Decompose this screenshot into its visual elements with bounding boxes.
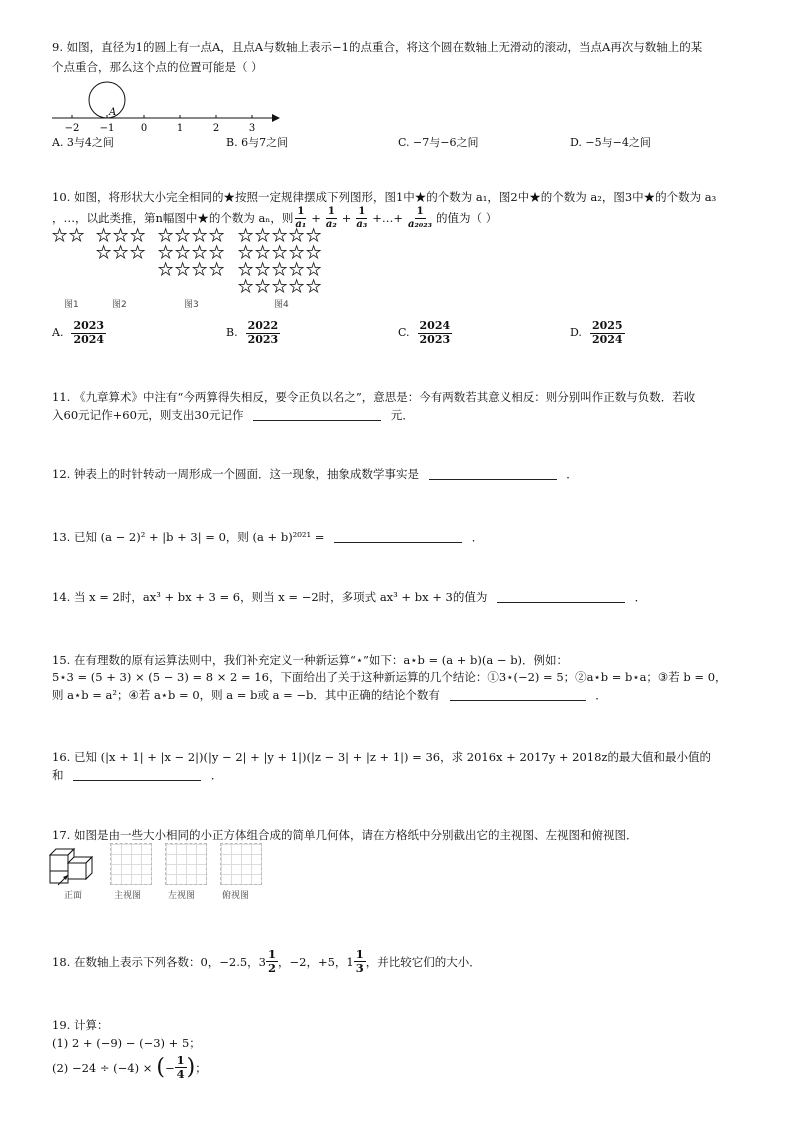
q10-star-icon: ★: [192, 243, 208, 263]
q10-star-icon: ★: [255, 260, 271, 280]
q10-star-icon: ★: [113, 243, 129, 263]
q9-axis-tick-label: −1: [99, 123, 115, 134]
q10-line2: ，…，以此类推，第n幅图中★的个数为 aₙ，则 $\frac{1}{\text{a₁}}$ + $\frac{1}{\text{a₂}}$ + $\frac{1}{\text{a₃}}$ +…+ $\frac{1}{\text{a₂₀₂₃}}$ 的值为（ ）: [52, 206, 498, 230]
q15-line1: 15. 在有理数的原有运算法则中，我们补充定义一种新运算“⋆”如下：a⋆b = (a + b)(a − b)．例如：: [52, 653, 569, 667]
q10-fig1-label: 图1: [64, 300, 79, 310]
q14-line: 14. 当 x = 2时，ax³ + bx + 3 = 6，则当 x = −2时，多项式 ax³ + bx + 3的值为 ．: [52, 590, 647, 604]
q9-line1: 9. 如图，直径为1的圆上有一点A，且点A与数轴上表示−1的点重合，将这个圆在数轴上无滑动的滚动，当点A再次与数轴上的某: [52, 40, 703, 54]
q10-star-icon: ★: [272, 260, 288, 280]
q12-line: 12. 钟表上的时针转动一周形成一个圆面．这一现象，抽象成数学事实是 ．: [52, 467, 578, 481]
q11-answer-blank[interactable]: [253, 408, 381, 421]
q19-item1: (1) 2 + (−9) − (−3) + 5；: [52, 1036, 201, 1050]
q9-axis-tick-label: 3: [248, 123, 256, 134]
q17-main-view-grid[interactable]: [110, 843, 152, 885]
q10-fig3-label: 图3: [184, 300, 199, 310]
q10-line1: 10. 如图，将形状大小完全相同的★按照一定规律摆成下列图形，图1中★的个数为 a₁，图2中★的个数为 a₂，图3中★的个数为 a₃: [52, 190, 717, 204]
q17-left-view-label: 左视图: [168, 891, 196, 901]
q10-frac-4: $\frac{1}{\text{a₂₀₂₃}}$: [408, 206, 433, 230]
q10-star-icon: ★: [255, 226, 271, 246]
q10-star-icon: ★: [289, 277, 305, 297]
q10-star-icon: ★: [175, 260, 191, 280]
q10-frac-1: $\frac{1}{\text{a₁}}$: [295, 206, 307, 230]
q9-option-d[interactable]: D. −5与−4之间: [570, 136, 651, 149]
q18-line: 18. 在数轴上表示下列各数：0，−2.5，3 $\frac{1}{2}$ ，−2，+5，1 $\frac{1}{3}$ ，并比较它们的大小．: [52, 947, 481, 976]
q10-star-icon: ★: [255, 243, 271, 263]
q10-star-icon: ★: [272, 277, 288, 297]
q10-option-c[interactable]: C. $\frac{2024}{2023}$: [398, 319, 451, 346]
q10-option-a[interactable]: A. $\frac{2023}{2024}$: [52, 319, 105, 346]
q10-star-icon: ★: [69, 226, 85, 246]
q9-axis-tick-label: 1: [176, 123, 184, 134]
q9-option-b[interactable]: B. 6与7之间: [226, 136, 289, 149]
q17-line: 17. 如图是由一些大小相同的小正方体组合成的简单几何体，请在方格纸中分别截出它的主视图、左视图和俯视图．: [52, 828, 638, 842]
q15-line2: 5⋆3 = (5 + 3) × (5 − 3) = 8 × 2 = 16，下面给出了关于这种新运算的几个结论：①3⋆(−2) = 5；②a⋆b = b⋆a；③若 b = 0，: [52, 670, 727, 684]
q9-number-line-figure: [52, 78, 282, 136]
q17-front-label: 正面: [64, 891, 83, 901]
q9-axis-tick-label: 2: [212, 123, 220, 134]
q10-line2-post: 的值为（ ）: [436, 210, 498, 225]
q17-left-view-grid[interactable]: [165, 843, 207, 885]
q10-option-b[interactable]: B. $\frac{2022}{2023}$: [226, 319, 279, 346]
q13-line: 13. 已知 (a − 2)² + |b + 3| = 0，则 (a + b)²⁰²¹ = ．: [52, 530, 484, 544]
q10-star-icon: ★: [306, 226, 322, 246]
q16-line2: 和 ．: [52, 768, 223, 782]
q10-star-icon: ★: [175, 226, 191, 246]
q12-answer-blank[interactable]: [429, 467, 557, 480]
q10-line2-pre: ，…，以此类推，第n幅图中★的个数为 aₙ，则: [52, 210, 294, 225]
q10-star-icon: ★: [255, 277, 271, 297]
q10-star-icon: ★: [175, 243, 191, 263]
q10-star-icon: ★: [306, 260, 322, 280]
q10-fig4-label: 图4: [274, 300, 289, 310]
q13-answer-blank[interactable]: [334, 530, 462, 543]
q10-star-icon: ★: [289, 226, 305, 246]
q9-point-a-label: A: [109, 107, 117, 118]
q10-frac-2: $\frac{1}{\text{a₂}}$: [325, 206, 337, 230]
q19-frac: $\frac{1}{4}$: [176, 1053, 185, 1082]
q18-frac-2: $\frac{1}{3}$: [355, 947, 364, 976]
q10-star-icon: ★: [306, 277, 322, 297]
q10-star-icon: ★: [158, 226, 174, 246]
q10-frac-3: $\frac{1}{\text{a₃}}$: [356, 206, 368, 230]
q9-option-a[interactable]: A. 3与4之间: [52, 136, 114, 149]
q10-star-icon: ★: [272, 243, 288, 263]
q9-axis-tick-label: 0: [140, 123, 148, 134]
q10-star-icon: ★: [238, 226, 254, 246]
q9-option-c[interactable]: C. −7与−6之间: [398, 136, 479, 149]
q9-axis-tick-label: −2: [64, 123, 80, 134]
q10-star-icon: ★: [130, 243, 146, 263]
q9-line2: 个点重合，那么这个点的位置可能是（ ）: [52, 60, 263, 74]
q10-star-icon: ★: [238, 277, 254, 297]
q10-star-icon: ★: [209, 226, 225, 246]
q16-answer-blank[interactable]: [73, 768, 201, 781]
q15-answer-blank[interactable]: [450, 688, 586, 701]
q10-star-icon: ★: [113, 226, 129, 246]
q16-line1: 16. 已知 (|x + 1| + |x − 2|)(|y − 2| + |y + 1|)(|z − 3| + |z + 1|) = 36，求 2016x + 2017y + 2018z的最大值和最小值的: [52, 750, 711, 764]
q10-star-icon: ★: [158, 243, 174, 263]
q10-star-icon: ★: [209, 260, 225, 280]
q17-top-view-grid[interactable]: [220, 843, 262, 885]
q10-star-icon: ★: [289, 260, 305, 280]
q10-star-icon: ★: [96, 226, 112, 246]
q10-star-icon: ★: [96, 243, 112, 263]
q10-star-icon: ★: [192, 260, 208, 280]
q17-main-view-label: 主视图: [114, 891, 142, 901]
q10-star-icon: ★: [130, 226, 146, 246]
q10-option-d[interactable]: D. $\frac{2025}{2024}$: [570, 319, 623, 346]
q18-frac-1: $\frac{1}{2}$: [268, 947, 277, 976]
q19-item2: (2) −24 ÷ (−4) × ( − $\frac{1}{4}$ ) ；: [52, 1053, 207, 1082]
q10-star-icon: ★: [209, 243, 225, 263]
q11-line2: 入60元记作+60元，则支出30元记作 元．: [52, 408, 414, 422]
q14-answer-blank[interactable]: [497, 590, 625, 603]
q10-star-icon: ★: [192, 226, 208, 246]
q10-star-icon: ★: [238, 260, 254, 280]
q10-star-icon: ★: [272, 226, 288, 246]
q10-fig2-label: 图2: [112, 300, 127, 310]
q10-star-icon: ★: [158, 260, 174, 280]
q17-top-view-label: 俯视图: [222, 891, 250, 901]
q11-line1: 11. 《九章算术》中注有“今两算得失相反，要令正负以名之”，意思是：今有两数若其意义相反：则分别叫作正数与负数．若收: [52, 390, 696, 404]
q15-line3: 则 a⋆b = a²；④若 a⋆b = 0，则 a = b或 a = −b．其中正确的结论个数有 ．: [52, 688, 607, 702]
q19-title: 19. 计算：: [52, 1018, 109, 1032]
q10-star-icon: ★: [52, 226, 68, 246]
q10-star-icon: ★: [238, 243, 254, 263]
q10-star-icon: ★: [306, 243, 322, 263]
q17-cube-figure: [48, 843, 106, 889]
q10-star-figures: [52, 228, 352, 300]
q10-star-icon: ★: [289, 243, 305, 263]
